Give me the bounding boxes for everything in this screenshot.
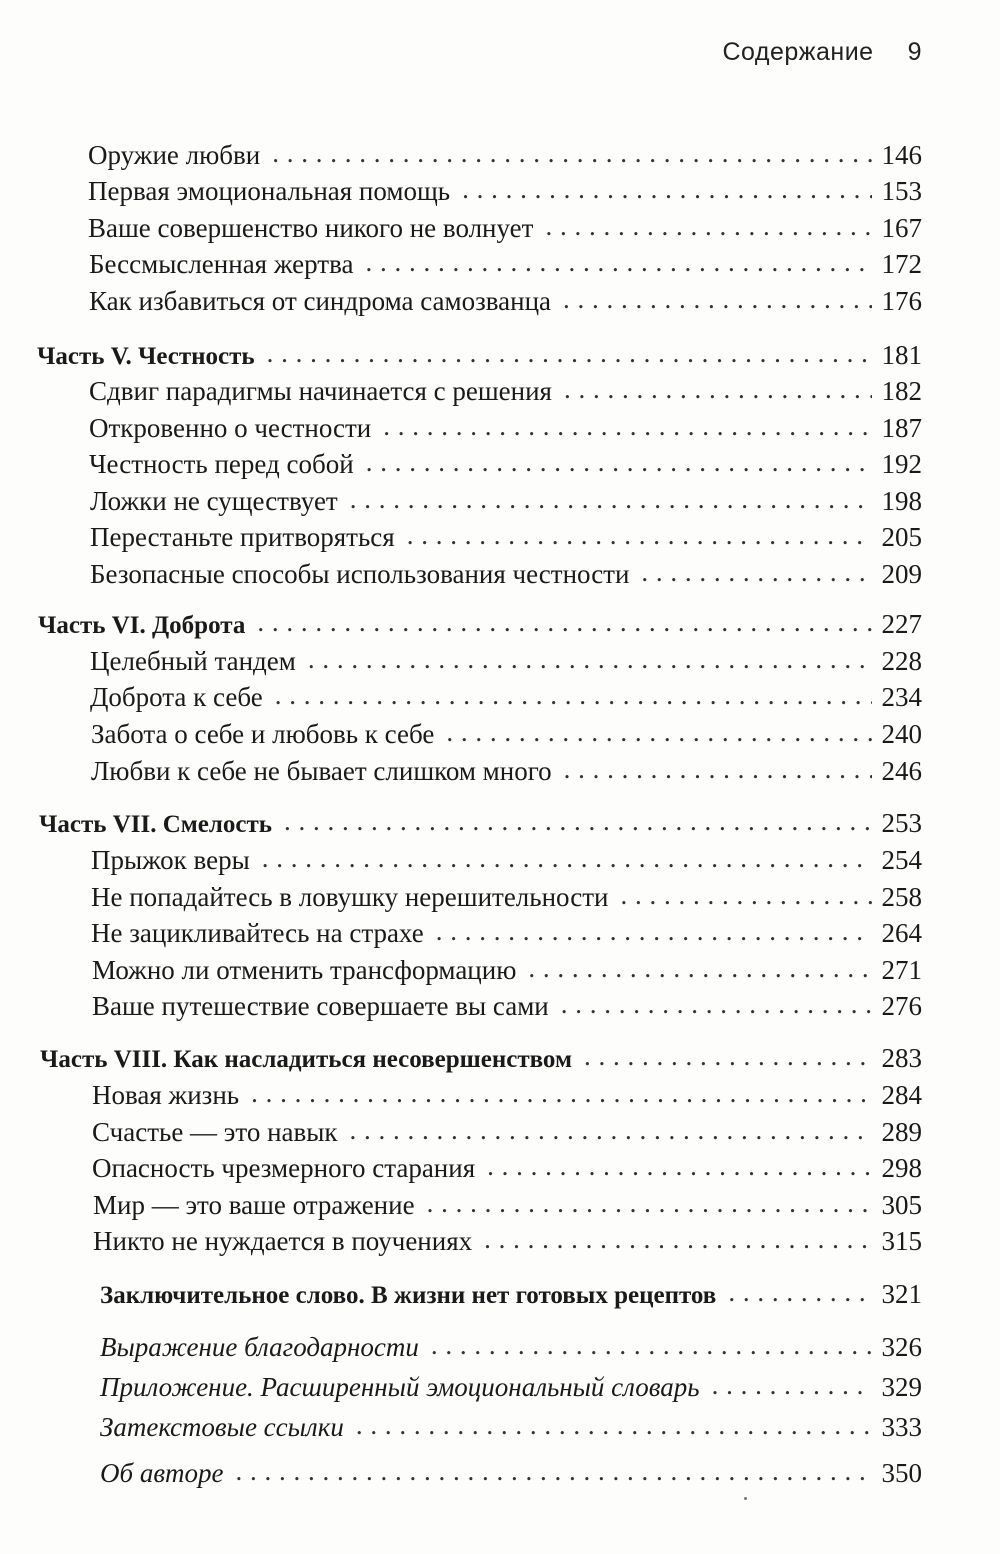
entry-title: Сдвиг парадигмы начинается с решения [89, 376, 552, 406]
running-header [722, 38, 922, 67]
toc-chapter-row [90, 483, 922, 519]
page-number: 9 [907, 38, 922, 66]
entry-title: Часть VIII. Как насладиться несовершенством [40, 1046, 572, 1073]
entry-title: Выражение благодарности [100, 1332, 419, 1362]
toc-chapter-row [93, 1187, 922, 1223]
toc-chapter-row [92, 1114, 922, 1150]
entry-page-number: 283 [881, 1043, 922, 1073]
entry-page-number: 315 [881, 1226, 922, 1256]
entry-title: Ваше путешествие совершаете вы сами [92, 991, 549, 1021]
toc-chapter-row [91, 716, 922, 752]
entry-title: Часть VII. Смелость [39, 811, 273, 838]
dot-leader [484, 1221, 871, 1257]
dot-leader [563, 281, 871, 317]
toc-chapter-row [90, 519, 922, 555]
entry-page-number: 284 [881, 1080, 922, 1110]
entry-page-number: 276 [881, 991, 922, 1021]
toc-chapter-row [89, 410, 922, 446]
dot-leader [262, 840, 872, 876]
entry-title: Счастье — это навык [92, 1117, 338, 1147]
dot-leader [712, 1367, 872, 1403]
entry-title: Мир — это ваше отражение [93, 1190, 415, 1220]
dot-leader [308, 641, 872, 677]
entry-page-number: 172 [881, 249, 922, 279]
entry-page-number: 298 [881, 1153, 922, 1183]
dot-leader [431, 1327, 872, 1363]
entry-title: Часть VI. Доброта [38, 612, 246, 639]
entry-page-number: 246 [881, 756, 922, 786]
toc-part-row [38, 606, 922, 642]
toc-closing-row [100, 1276, 922, 1312]
toc-chapter-row [92, 1077, 922, 1113]
entry-page-number: 326 [881, 1332, 922, 1362]
dot-leader [462, 171, 871, 207]
section-title: Содержание [722, 38, 874, 66]
toc-part-row [40, 1040, 922, 1076]
entry-page-number: 181 [881, 340, 922, 370]
toc-chapter-row [89, 246, 922, 282]
entry-title: Ваше совершенство никого не волнует [88, 213, 534, 243]
dot-leader [564, 371, 872, 407]
toc-chapter-row [89, 283, 922, 319]
dot-leader [446, 714, 871, 750]
entry-page-number: 176 [881, 286, 922, 316]
entry-title: Новая жизнь [92, 1080, 240, 1110]
print-speck [744, 1497, 747, 1500]
toc-chapter-row [89, 373, 922, 409]
dot-leader [350, 1112, 872, 1148]
dot-leader [251, 1075, 871, 1111]
toc-chapter-row [90, 556, 922, 592]
dot-leader [584, 1038, 872, 1074]
dot-leader [436, 913, 872, 949]
entry-title: Можно ли отменить трансформацию [92, 955, 517, 985]
dot-leader [267, 335, 872, 371]
toc-chapter-row [91, 842, 922, 878]
toc-chapter-row [91, 879, 922, 915]
toc-chapter-row [91, 753, 922, 789]
entry-page-number: 350 [881, 1458, 922, 1488]
entry-page-number: 209 [881, 559, 922, 589]
dot-leader [257, 604, 871, 640]
entry-title: Как избавиться от синдрома самозванца [89, 286, 552, 316]
entry-page-number: 182 [881, 376, 922, 406]
toc-part-row [39, 805, 922, 841]
dot-leader [427, 1185, 872, 1221]
entry-title: Никто не нуждается в поучениях [93, 1226, 473, 1256]
dot-leader [272, 135, 871, 171]
dot-leader [356, 1407, 872, 1443]
toc-backmatter-row [100, 1455, 922, 1491]
dot-leader [350, 481, 872, 517]
toc-chapter-row [89, 446, 922, 482]
toc-backmatter-row [100, 1329, 922, 1365]
entry-page-number: 146 [881, 140, 922, 170]
entry-title: Перестаньте притворяться [90, 522, 395, 552]
entry-page-number: 192 [881, 449, 922, 479]
toc-chapter-row [92, 988, 922, 1024]
entry-page-number: 271 [881, 955, 922, 985]
entry-title: Прыжок веры [91, 845, 250, 875]
dot-leader [383, 408, 871, 444]
toc-chapter-row [88, 210, 922, 246]
entry-page-number: 254 [881, 845, 922, 875]
dot-leader [365, 244, 871, 280]
dot-leader [545, 208, 871, 244]
dot-leader [275, 677, 872, 713]
entry-page-number: 264 [881, 918, 922, 948]
toc-chapter-row [92, 952, 922, 988]
entry-title: Целебный тандем [90, 646, 296, 676]
dot-leader [528, 950, 871, 986]
entry-title: Забота о себе и любовь к себе [91, 719, 435, 749]
entry-title: Любви к себе не бывает слишком много [91, 756, 552, 786]
toc-backmatter-row [100, 1409, 922, 1445]
toc-chapter-row [93, 1223, 922, 1259]
entry-title: Приложение. Расширенный эмоциональный словарь [100, 1372, 700, 1402]
toc-backmatter-row [100, 1369, 922, 1405]
toc-chapter-row [92, 1150, 922, 1186]
entry-title: Опасность чрезмерного старания [92, 1153, 476, 1183]
entry-title: Оружие любви [88, 140, 261, 170]
entry-title: Безопасные способы использования честности [90, 559, 630, 589]
entry-page-number: 228 [881, 646, 922, 676]
entry-page-number: 187 [881, 413, 922, 443]
dot-leader [284, 803, 871, 839]
entry-title: Затекстовые ссылки [100, 1412, 344, 1442]
entry-title: Доброта к себе [90, 682, 263, 712]
entry-page-number: 321 [881, 1279, 922, 1309]
entry-title: Заключительное слово. В жизни нет готовых рецептов [100, 1282, 717, 1309]
dot-leader [620, 877, 871, 913]
entry-page-number: 258 [881, 882, 922, 912]
dot-leader [366, 444, 872, 480]
entry-title: Не зацикливайтесь на страхе [91, 918, 424, 948]
dot-leader [487, 1148, 871, 1184]
toc-chapter-row [90, 643, 922, 679]
entry-page-number: 227 [881, 609, 922, 639]
entry-page-number: 153 [881, 176, 922, 206]
entry-title: Бессмысленная жертва [89, 249, 354, 279]
toc-part-row [37, 337, 922, 373]
dot-leader [641, 554, 871, 590]
entry-page-number: 167 [881, 213, 922, 243]
dot-leader [728, 1274, 871, 1310]
entry-title: Первая эмоциональная помощь [88, 176, 451, 206]
entry-page-number: 253 [881, 808, 922, 838]
toc-chapter-row [88, 173, 922, 209]
entry-page-number: 234 [881, 682, 922, 712]
entry-page-number: 240 [881, 719, 922, 749]
entry-page-number: 333 [881, 1412, 922, 1442]
entry-page-number: 289 [881, 1117, 922, 1147]
entry-title: Честность перед собой [89, 449, 354, 479]
toc-chapter-row [88, 137, 922, 173]
entry-page-number: 305 [881, 1190, 922, 1220]
entry-title: Об авторе [100, 1458, 224, 1488]
dot-leader [561, 986, 872, 1022]
dot-leader [407, 517, 872, 553]
entry-title: Не попадайтесь в ловушку нерешительности [91, 882, 609, 912]
entry-title: Ложки не существует [90, 486, 338, 516]
entry-title: Откровенно о честности [89, 413, 372, 443]
entry-page-number: 198 [881, 486, 922, 516]
entry-page-number: 205 [881, 522, 922, 552]
dot-leader [236, 1453, 872, 1489]
entry-page-number: 329 [881, 1372, 922, 1402]
entry-title: Часть V. Честность [37, 343, 255, 370]
toc-chapter-row [90, 679, 922, 715]
toc-chapter-row [91, 915, 922, 951]
dot-leader [564, 751, 872, 787]
